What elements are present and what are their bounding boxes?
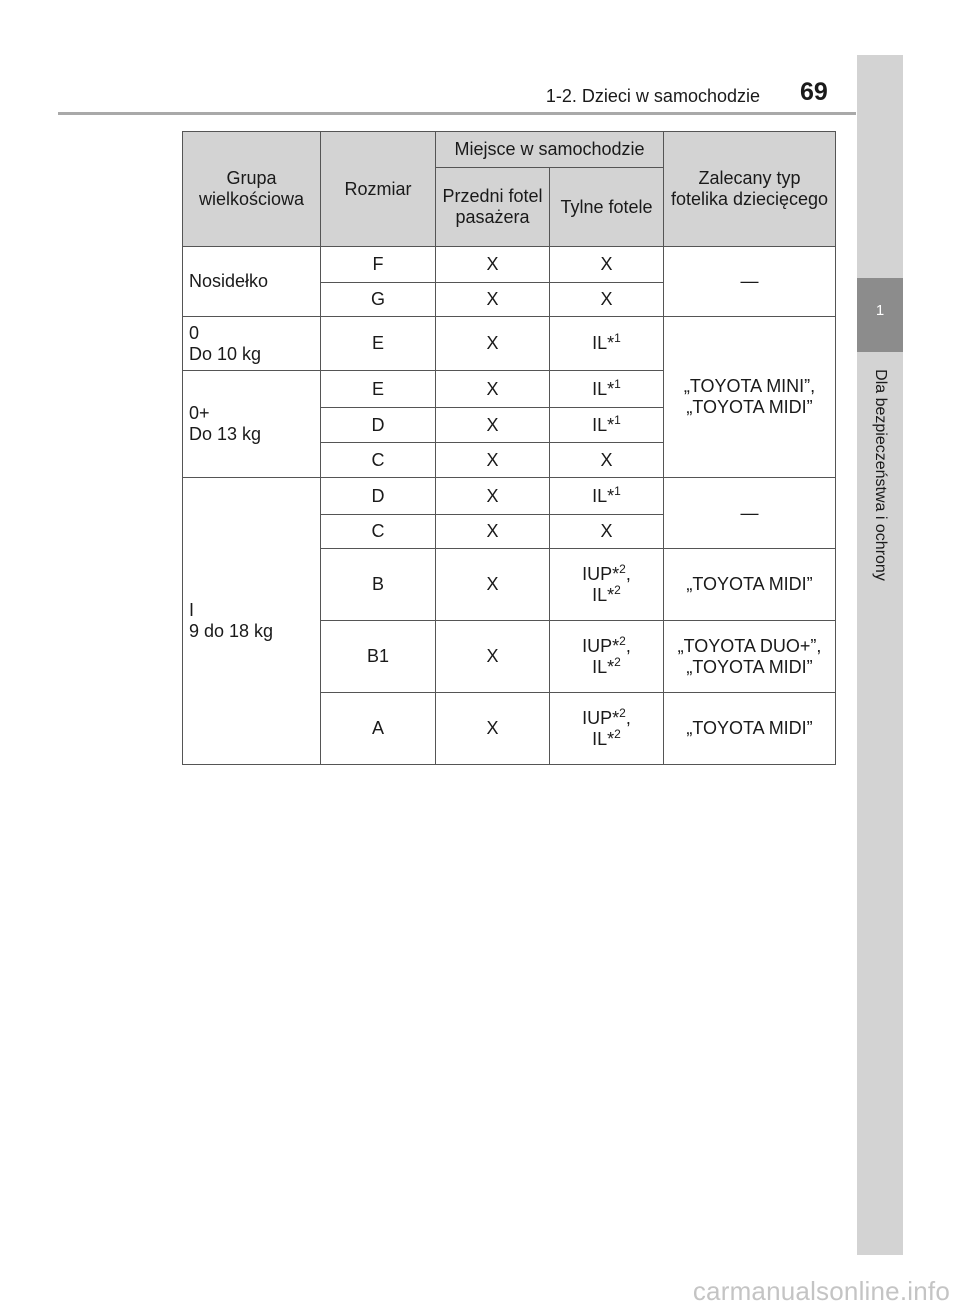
size-cell: E bbox=[321, 371, 436, 408]
group-name: 0+ bbox=[189, 403, 210, 423]
front-cell: X bbox=[436, 443, 550, 478]
header-section-title: 1-2. Dzieci w samochodzie bbox=[545, 86, 760, 106]
header-rear-seats: Tylne fotele bbox=[550, 168, 664, 247]
front-cell: X bbox=[436, 283, 550, 317]
group-weight: Do 10 kg bbox=[189, 343, 262, 364]
front-cell: X bbox=[436, 693, 550, 765]
group-cell bbox=[183, 247, 321, 317]
recommended-cell: „TOYOTA DUO+”, „TOYOTA MIDI” bbox=[664, 621, 836, 693]
group-name: 0 bbox=[189, 322, 200, 343]
header-group: Grupa wielkościowa bbox=[183, 132, 321, 247]
header-front-seat: Przedni fotel pasażera bbox=[436, 168, 550, 247]
front-cell: X bbox=[436, 317, 550, 371]
rear-cell: IL*$^1$ bbox=[550, 478, 664, 515]
rear-cell: IL*$^1$ bbox=[550, 408, 664, 443]
size-cell: G bbox=[321, 283, 436, 317]
chapter-side-band bbox=[857, 55, 903, 1255]
size-cell: D bbox=[321, 408, 436, 443]
size-cell: D bbox=[321, 478, 436, 515]
rear-cell: X bbox=[550, 443, 664, 478]
front-cell: X bbox=[436, 478, 550, 515]
recommended-cell: „TOYOTA MIDI” bbox=[664, 549, 836, 621]
size-cell: B1 bbox=[321, 621, 436, 693]
size-cell: F bbox=[321, 247, 436, 283]
header-size: Rozmiar bbox=[321, 132, 436, 247]
rear-cell: IL*$^1$ bbox=[550, 371, 664, 408]
chapter-title: Dla bezpieczeństwa i ochrony bbox=[872, 369, 889, 581]
group-cell bbox=[183, 371, 321, 478]
group-name: I bbox=[189, 600, 195, 620]
table-header-row bbox=[183, 132, 836, 168]
front-cell: X bbox=[436, 408, 550, 443]
table-row bbox=[183, 478, 836, 515]
size-cell: C bbox=[321, 443, 436, 478]
header-recommended: Zalecany typ fotelika dziecięcego bbox=[664, 132, 836, 247]
front-cell: X bbox=[436, 515, 550, 549]
group-weight: Do 13 kg bbox=[189, 424, 262, 444]
front-cell: X bbox=[436, 247, 550, 283]
header-location: Miejsce w samochodzie bbox=[436, 132, 664, 168]
recommended-cell: — bbox=[664, 247, 836, 317]
group-cell bbox=[183, 317, 321, 371]
rear-cell: IUP*$^2$, IL*$^2$ bbox=[550, 621, 664, 693]
watermark: carmanualsonline.info bbox=[692, 1276, 950, 1306]
front-cell: X bbox=[436, 371, 550, 408]
rear-cell: IUP*$^2$, IL*$^2$ bbox=[550, 693, 664, 765]
front-cell: X bbox=[436, 621, 550, 693]
chapter-number: 1 bbox=[875, 302, 885, 319]
group-weight: 9 do 18 kg bbox=[189, 621, 274, 641]
rear-cell: X bbox=[550, 247, 664, 283]
page-number: 69 bbox=[800, 78, 828, 106]
table-row bbox=[183, 317, 836, 371]
rear-cell: X bbox=[550, 515, 664, 549]
recommended-cell: — bbox=[664, 478, 836, 549]
size-cell: C bbox=[321, 515, 436, 549]
rear-cell: X bbox=[550, 283, 664, 317]
recommended-cell: „TOYOTA MINI”, „TOYOTA MIDI” bbox=[664, 317, 836, 478]
size-cell: E bbox=[321, 317, 436, 371]
header-divider bbox=[58, 112, 856, 115]
recommended-cell: „TOYOTA MIDI” bbox=[664, 693, 836, 765]
front-cell: X bbox=[436, 549, 550, 621]
group-name: Nosidełko bbox=[189, 271, 269, 291]
child-seat-table bbox=[182, 131, 836, 765]
group-cell bbox=[183, 478, 321, 765]
rear-cell: IL*$^1$ bbox=[550, 317, 664, 371]
size-cell: B bbox=[321, 549, 436, 621]
table-row bbox=[183, 247, 836, 283]
size-cell: A bbox=[321, 693, 436, 765]
rear-cell: IUP*$^2$, IL*$^2$ bbox=[550, 549, 664, 621]
